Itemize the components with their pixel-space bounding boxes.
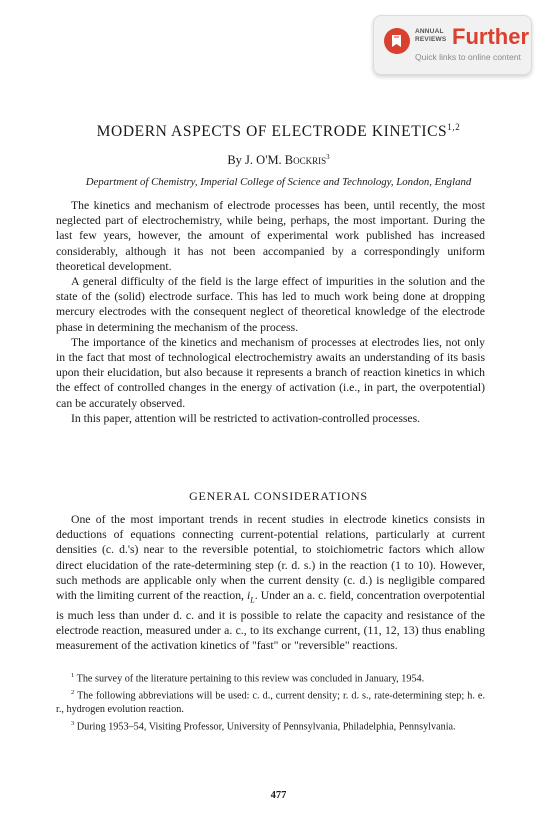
article-title-text: MODERN ASPECTS OF ELECTRODE KINETICS xyxy=(96,123,448,141)
footnote-mark: 2 xyxy=(71,688,75,696)
badge-annual-reviews xyxy=(415,28,446,44)
paragraph: In this paper, attention will be restricted to activation-controlled processes. xyxy=(71,411,421,425)
footnote xyxy=(56,686,485,717)
footnote-text: During 1953–54, Visiting Professor, University of Pennsylvania, Philadelphia, Pennsylvania. xyxy=(74,720,456,732)
paragraph-part-1: One of the most important trends in recent studies in electrode kinetics consists in deductions of equations connecting current-potential relations, particularly at current densities (c. d.'s) near to the reversible potential, to stoichiometric factors which allow direct elucidation of the rate-determining step (r. d. s.) in the reaction (1 to 10). However, such methods are applicable only when the current density (c. d.) is negligible compared with the limiting current of the reaction, xyxy=(56,513,485,603)
badge-annual-text: ANNUAL xyxy=(415,28,444,35)
footnote-mark: 3 xyxy=(71,719,75,727)
page-number: 477 xyxy=(270,790,287,801)
footnote-text: The survey of the literature pertaining to this review was concluded in January, 1954. xyxy=(74,673,425,685)
paragraph: The importance of the kinetics and mechanism of processes at electrodes lies, not only in the fact that most of technological electrochemistry awaits an understanding of its basis upon their elucidation, but also because it represents a branch of reaction kinetics in which the effect of controlled changes in the energy of activation (i.e., in part, the overpotential) can be accurately observed. xyxy=(56,335,485,410)
paragraph: The kinetics and mechanism of electrode processes has been, until recently, the most neglected part of electrochemistry, while being, perhaps, the most important. During the last few years, however, the amount of experimental work published has increased considerably, although it has not been accompanied by a correspondingly uniform theoretical development. xyxy=(56,199,485,273)
badge-reviews-text: REVIEWS xyxy=(415,36,447,43)
paragraph: A general difficulty of the field is the large effect of impurities in the solution and the state of the (solid) electrode surface. This has led to much work being done at dropping mercury electrodes with the consequent neglect of theoretical knowledge of the electrode phase in determining the mechanism of the process. xyxy=(56,275,485,334)
badge-further-text: Further xyxy=(452,24,529,49)
paragraph-part-2: . Under an a. c. field, concentration overpotential is much less than under d. c. and it is possible to relate the capacity and resistance of the electrode reaction, measured under a. c., to its exchange current, (11, 12, 13) thus enabling measurement of the activation kinetics of "fast" or "reversible" reactions. xyxy=(56,589,485,652)
footnote xyxy=(56,717,485,734)
intro-text xyxy=(56,198,485,426)
affiliation: Department of Chemistry, Imperial College of Science and Technology, London, England xyxy=(85,176,472,188)
author-name: J. O'M. Bockris xyxy=(245,153,327,168)
article-title xyxy=(0,122,557,141)
footnote-mark: 1 xyxy=(71,672,75,679)
footnotes xyxy=(56,669,485,734)
limiting-current-symbol: i xyxy=(247,589,251,603)
footnote xyxy=(56,669,485,686)
badge-tagline: Quick links to online content xyxy=(415,52,521,62)
section-text xyxy=(56,512,485,653)
author-footnote-mark[interactable]: 3 xyxy=(326,153,330,161)
paragraph xyxy=(56,512,485,653)
section-heading: GENERAL CONSIDERATIONS xyxy=(189,489,368,503)
further-badge[interactable] xyxy=(373,15,532,75)
byline-by: By xyxy=(227,153,242,168)
footnote-text: The following abbreviations will be used: c. d., current density; r. d. s., rate-determining step; h. e. r., hydrogen evolution reaction. xyxy=(56,690,485,715)
limiting-current-subscript: L xyxy=(250,595,255,605)
byline xyxy=(0,153,557,168)
annual-reviews-logo-icon xyxy=(384,28,410,54)
title-footnote-marks[interactable]: 1,2 xyxy=(447,122,461,132)
